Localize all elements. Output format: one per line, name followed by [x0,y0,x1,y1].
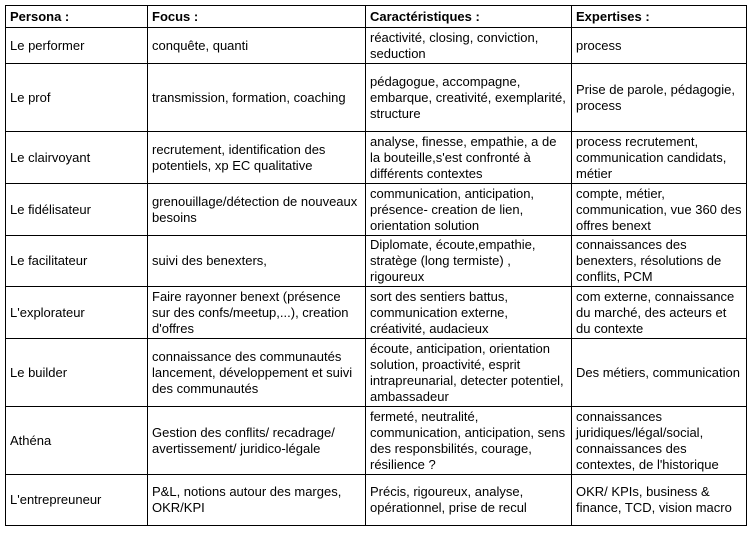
table-row [6,184,747,236]
header-focus: Focus : [148,6,366,28]
cell-focus: Gestion des conflits/ recadrage/ avertissement/ juridico-légale [148,407,366,475]
cell-focus: conquête, quanti [148,28,366,64]
cell-expertises: OKR/ KPIs, business & finance, TCD, vision macro [572,475,747,526]
cell-persona: Le clairvoyant [6,132,148,184]
persona-table [5,5,747,526]
table-row [6,236,747,287]
cell-caracteristiques: analyse, finesse, empathie, a de la bouteille,s'est confronté à différents contextes [366,132,572,184]
cell-caracteristiques: sort des sentiers battus, communication externe, créativité, audacieux [366,287,572,339]
header-expertises: Expertises : [572,6,747,28]
cell-caracteristiques: Diplomate, écoute,empathie, stratège (long termiste) , rigoureux [366,236,572,287]
cell-persona: Le performer [6,28,148,64]
table-row [6,339,747,407]
cell-persona: L'entrepreuneur [6,475,148,526]
table-row [6,64,747,132]
cell-expertises: Des métiers, communication [572,339,747,407]
table-row [6,28,747,64]
cell-expertises: process recrutement, communication candidats, métier [572,132,747,184]
cell-focus: P&L, notions autour des marges, OKR/KPI [148,475,366,526]
cell-expertises: com externe, connaissance du marché, des acteurs et du contexte [572,287,747,339]
cell-expertises: connaissances juridiques/légal/social, connaissances des contextes, de l'historique [572,407,747,475]
table-row [6,287,747,339]
cell-expertises: Prise de parole, pédagogie, process [572,64,747,132]
cell-focus: grenouillage/détection de nouveaux besoins [148,184,366,236]
cell-focus: recrutement, identification des potentiels, xp EC qualitative [148,132,366,184]
cell-caracteristiques: Précis, rigoureux, analyse, opérationnel, prise de recul [366,475,572,526]
table-row [6,475,747,526]
cell-persona: Le prof [6,64,148,132]
cell-expertises: process [572,28,747,64]
cell-persona: Le fidélisateur [6,184,148,236]
cell-expertises: connaissances des benexters, résolutions de conflits, PCM [572,236,747,287]
cell-caracteristiques: fermeté, neutralité, communication, anticipation, sens des responsbilités, courage, résilience ? [366,407,572,475]
cell-caracteristiques: communication, anticipation, présence- creation de lien, orientation solution [366,184,572,236]
cell-persona: Athéna [6,407,148,475]
table-row [6,132,747,184]
cell-expertises: compte, métier, communication, vue 360 des offres benext [572,184,747,236]
cell-caracteristiques: pédagogue, accompagne, embarque, creativité, exemplarité, structure [366,64,572,132]
cell-focus: transmission, formation, coaching [148,64,366,132]
cell-caracteristiques: écoute, anticipation, orientation solution, proactivité, esprit intrapreunarial, detecter potentiel, ambassadeur [366,339,572,407]
cell-persona: L'explorateur [6,287,148,339]
cell-focus: suivi des benexters, [148,236,366,287]
header-persona: Persona : [6,6,148,28]
header-row [6,6,747,28]
table-row [6,407,747,475]
cell-persona: Le facilitateur [6,236,148,287]
cell-focus: Faire rayonner benext (présence sur des confs/meetup,...), creation d'offres [148,287,366,339]
header-caracteristiques: Caractéristiques : [366,6,572,28]
cell-caracteristiques: réactivité, closing, conviction, seduction [366,28,572,64]
cell-persona: Le builder [6,339,148,407]
cell-focus: connaissance des communautés lancement, développement et suivi des communautés [148,339,366,407]
